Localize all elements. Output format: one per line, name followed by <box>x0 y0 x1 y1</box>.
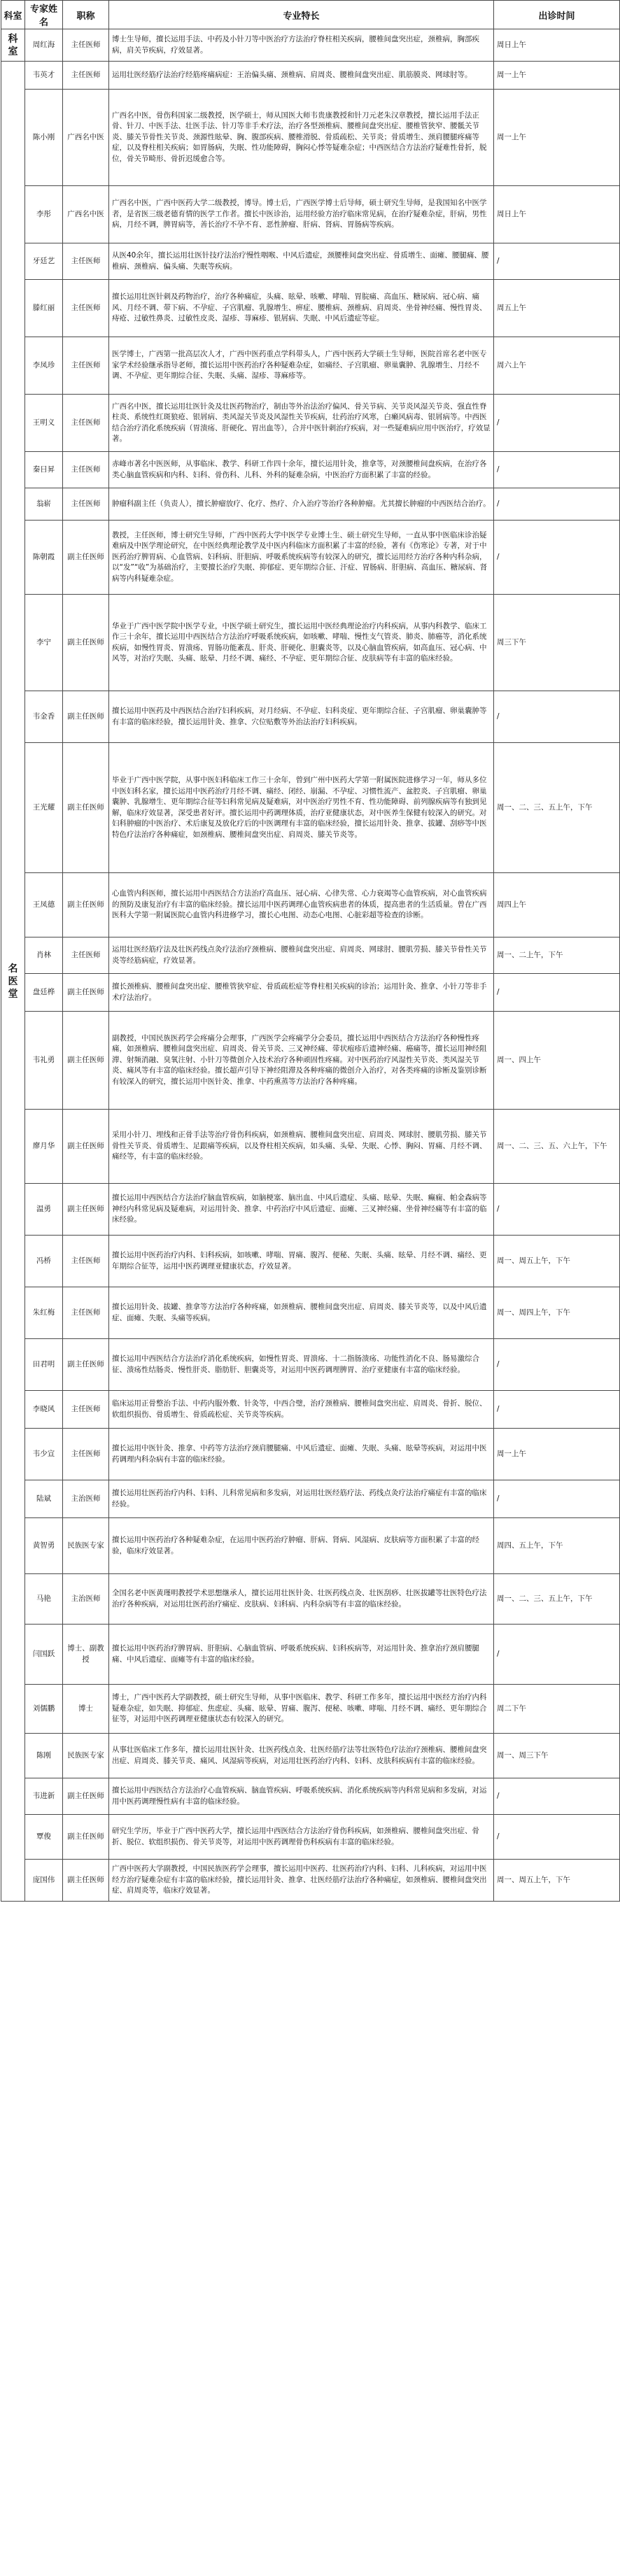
table-row <box>1 1685 620 1734</box>
table-row <box>1 1574 620 1625</box>
expert-specialty: 博士生导师，擅长运用手法、中药及小针刀等中医治疗方法治疗脊柱相关疾病，腰椎间盘突出症，颈椎病，胸部疾病，肩关节疾病，疗效显著。 <box>109 29 494 62</box>
expert-name: 韦英才 <box>25 62 63 90</box>
expert-name: 覃俊 <box>25 1815 63 1860</box>
expert-specialty: 赤峰市著名中医医师，从事临床、教学、科研工作四十余年，擅长运用针灸，推拿等，对颈腰椎间盘疾病，在治疗各类心脑血管疾病和内科、妇科、骨伤科、儿科、外科的疑难杂病，中医治疗方面积累了丰富的经验。 <box>109 452 494 488</box>
expert-specialty: 擅长颈椎病、腰椎间盘突出症、腰椎管狭窄症、骨质疏松症等脊柱相关疾病的诊治；运用针灸、推拿、小针刀等非手术疗法治疗。 <box>109 974 494 1012</box>
expert-name: 牙廷艺 <box>25 243 63 280</box>
expert-schedule: / <box>494 1625 620 1685</box>
expert-name: 李彤 <box>25 186 63 243</box>
expert-name: 田君明 <box>25 1339 63 1391</box>
table-row <box>1 1110 620 1184</box>
expert-name: 周红海 <box>25 29 63 62</box>
expert-schedule: / <box>494 488 620 521</box>
expert-schedule: 周日上午 <box>494 29 620 62</box>
expert-schedule: / <box>494 1184 620 1236</box>
expert-schedule: 周四上午 <box>494 873 620 937</box>
expert-schedule: 周一、周五上午，下午 <box>494 1860 620 1902</box>
expert-specialty: 擅长运用中医针灸、推拿、中药等方法治疗颈肩腰腿痛、中风后遗症、面瘫、失眠、头痛、眩晕等疾病，对运用中医药调理内科杂病有丰富的临床经验。 <box>109 1429 494 1480</box>
dept-cell-top <box>1 29 25 62</box>
expert-schedule: 周一、二、三、五、六上午，下午 <box>494 1110 620 1184</box>
table-header-row <box>1 1 620 29</box>
expert-schedule: 周日上午 <box>494 186 620 243</box>
expert-specialty: 广西名中医，骨伤科国家二级教授，医学硕士，师从国医大师韦贵康教授和针刀元老朱汉章教授，擅长运用手法正骨、针刀、中医手法、壮医手法、针刀等非手术疗法，治疗各型颈椎病、腰椎间盘突出症、腰椎管狭窄、腰骶关节炎、膝关节骨性关节炎、颈源性眩晕、胸、腹部疾病、腰椎滑脱、骨质疏松、关节炎；骨质增生、颈肩腰腿疼痛等症，以及脊柱相关疾病；如胃肠病，失眠、性功能障碍，胸闷心悸等疑难杂症；中西医结合方法治疗疑难性骨折，脱位，骨关节畸形、骨折迟缓愈合等。 <box>109 90 494 186</box>
expert-title: 副主任医师 <box>63 1110 109 1184</box>
expert-specialty: 擅长运用中西医结合方法治疗脑血管疾病，如脑梗塞、脑出血、中风后遗症、头痛、眩晕、失眠、癫痫、帕金森病等神经内科常见病及疑难病，对运用针灸、推拿、中药治疗中风后遗症、面瘫、三叉神经痛、坐骨神经痛等有丰富的临床经验。 <box>109 1184 494 1236</box>
table-row <box>1 1012 620 1110</box>
expert-schedule: 周一上午 <box>494 1429 620 1480</box>
table-row <box>1 873 620 937</box>
table-row <box>1 1480 620 1518</box>
dept-label: 科室 <box>8 33 18 57</box>
expert-name: 李晓风 <box>25 1391 63 1429</box>
expert-specialty: 擅长运用中医药治疗各种疑难杂症，在运用中医药治疗肿瘤、肝病、肾病、风湿病、皮肤病等方面积累了丰富的经验，临床疗效显著。 <box>109 1518 494 1574</box>
expert-title: 博士、副教授 <box>63 1625 109 1685</box>
expert-title: 主治医师 <box>63 1480 109 1518</box>
expert-schedule: / <box>494 243 620 280</box>
expert-name: 刘儒鹏 <box>25 1685 63 1734</box>
expert-specialty: 教授，主任医师，博士研究生导师，广西中医药大学中医学专业博士生、硕士研究生导师，一直从事中医临床诊治疑难病及中医学理论研究，在中医经典理论教学及中医内科临床方面积累了丰富的经验，著有《伤寒论》专著，对于中医药治疗脾胃病、心血管病、妇科病、肝胆病、呼吸系统疾病等有较深入的研究，擅长运用经方治疗各种内科杂病，以“发”“收”为基础治疗，主要擅长治疗失眠、抑郁症、更年期综合征、汗症、胃肠病、肝胆病、高血压、糖尿病、肾病等内科疑难杂症。 <box>109 521 494 595</box>
expert-schedule: / <box>494 1778 620 1815</box>
expert-title: 主任医师 <box>63 280 109 337</box>
table-row <box>1 488 620 521</box>
table-row <box>1 452 620 488</box>
expert-specialty: 擅长运用中西医结合方法治疗消化系统疾病，如慢性胃炎、胃溃疡、十二指肠溃疡、功能性消化不良、肠易激综合征、溃疡性结肠炎、慢性肝炎、脂肪肝、胆囊炎等，对运用中医药调理脾胃、治疗亚健康有丰富的临床经验。 <box>109 1339 494 1391</box>
table-row <box>1 1391 620 1429</box>
table-row <box>1 743 620 873</box>
expert-title: 副主任医师 <box>63 1339 109 1391</box>
expert-specialty: 采用小针刀、埋线和正骨手法等治疗骨伤科疾病，如颈椎病、腰椎间盘突出症、肩周炎、网球肘、腰肌劳损、膝关节骨性关节炎、骨质增生、足跟痛等疾病，以及脊柱相关疾病，如头痛、头晕、失眠、心悸、胸闷、胃痛、月经不调、痛经等，有丰富的临床经验。 <box>109 1110 494 1184</box>
table-row <box>1 1778 620 1815</box>
table-row <box>1 1625 620 1685</box>
expert-schedule: / <box>494 691 620 743</box>
expert-title: 广西名中医 <box>63 90 109 186</box>
expert-name: 李凤珍 <box>25 337 63 395</box>
expert-name: 韦进新 <box>25 1778 63 1815</box>
expert-title: 主任医师 <box>63 62 109 90</box>
expert-specialty: 博士，广西中医药大学副教授，硕士研究生导师，从事中医临床、教学、科研工作多年，擅长运用中医经方治疗内科疑难杂症，如失眠、抑郁症、焦虑症、头痛、眩晕、胃痛、腹泻、便秘、咳嗽、哮喘、月经不调、痛经、更年期综合征等，对运用中医药调理亚健康状态有较深入的研究。 <box>109 1685 494 1734</box>
table-row <box>1 1184 620 1236</box>
expert-title: 主任医师 <box>63 452 109 488</box>
expert-title: 主任医师 <box>63 1236 109 1287</box>
expert-specialty: 广西中医药大学副教授，中国民族医药学会理事，擅长运用中医药、壮医药治疗内科、妇科、儿科疾病，对运用中医经方治疗疑难杂症有丰富的临床经验，擅长运用针灸、推拿、壮医经筋疗法治疗各种痛症，如颈椎病、腰椎间盘突出症、肩周炎等，临床疗效显著。 <box>109 1860 494 1902</box>
expert-name: 李宁 <box>25 595 63 691</box>
table-row <box>1 395 620 452</box>
expert-name: 廖月华 <box>25 1110 63 1184</box>
table-row <box>1 1860 620 1902</box>
expert-specialty: 研究生学历，毕业于广西中医药大学，擅长运用中西医结合方法治疗骨伤科疾病，如颈椎病、腰椎间盘突出症、骨折、脱位、软组织损伤、骨关节炎等，对运用中医药调理骨伤科疾病有丰富的临床经验。 <box>109 1815 494 1860</box>
header-name: 专家姓名 <box>25 1 63 29</box>
expert-specialty: 运用壮医经筋疗法及壮医药线点灸疗法治疗颈椎病、腰椎间盘突出症、肩周炎、网球肘、腰肌劳损、膝关节骨性关节炎等经筋病症，疗效显著。 <box>109 937 494 974</box>
expert-title: 副主任医师 <box>63 743 109 873</box>
expert-title: 主任医师 <box>63 243 109 280</box>
expert-name: 冯桥 <box>25 1236 63 1287</box>
expert-specialty: 副教授，中国民族医药学会疼痛分会理事，广西医学会疼痛学分会委员，擅长运用中西医结合方法治疗各种慢性疼痛，如颈椎病、腰椎间盘突出症、肩周炎、骨关节炎、三叉神经痛、带状疱疹后遗神经痛、癌痛等，擅长运用神经阻滞、射频消融、臭氧注射、小针刀等微创介入技术治疗各种顽固性疼痛。对中医药治疗风湿性关节炎、类风湿关节炎、痛风等有丰富的临床经验。擅长超声引导下神经阻滞及各种疼痛的微创介入治疗，对各类疼痛的诊断及鉴别诊断有较深入的研究，擅长运用中医针灸、推拿、中药熏蒸等方法治疗各种疼痛。 <box>109 1012 494 1110</box>
expert-specialty: 运用壮医经筋疗法治疗经筋疼痛病症：王治偏头痛、颈椎病、肩周炎、腰椎间盘突出症、肌筋膜炎、网球肘等。 <box>109 62 494 90</box>
expert-schedule: 周一、周四上午，下午 <box>494 1287 620 1339</box>
expert-name: 盘廷桦 <box>25 974 63 1012</box>
table-row <box>1 1734 620 1778</box>
expert-specialty: 擅长运用中医药治疗脾胃病、肝胆病、心脑血管病、呼吸系统疾病、妇科疾病等，对运用针灸、推拿治疗颈肩腰腿痛、中风后遗症、面瘫等有丰富的临床经验。 <box>109 1625 494 1685</box>
table-row <box>1 337 620 395</box>
expert-title: 副主任医师 <box>63 691 109 743</box>
expert-name: 马艳 <box>25 1574 63 1625</box>
expert-title: 博士 <box>63 1685 109 1734</box>
expert-schedule: 周四、五上午，下午 <box>494 1518 620 1574</box>
expert-title: 主任医师 <box>63 1429 109 1480</box>
expert-title: 副主任医师 <box>63 595 109 691</box>
table-row <box>1 595 620 691</box>
expert-title: 副主任医师 <box>63 1184 109 1236</box>
expert-name: 闫国跃 <box>25 1625 63 1685</box>
expert-title: 主任医师 <box>63 488 109 521</box>
expert-title: 副主任医师 <box>63 1860 109 1902</box>
expert-specialty: 华业于广西中医学院中医学专业，中医学硕士研究生，擅长运用中医经典理论治疗内科疾病，从事内科教学、临床工作三十余年，擅长运用中西医结合方法治疗呼吸系统疾病，如咳嗽、哮喘、慢性支气管炎、肺炎、肺癌等，消化系统疾病，如慢性胃炎、胃溃疡、胃肠功能紊乱、肝炎、肝硬化、胆囊炎等，以及心脑血管疾病，如高血压、冠心病、中风等，对治疗失眠、头痛、眩晕、月经不调、痛经、不孕症、更年期综合征、皮肤病等有丰富的临床经验。 <box>109 595 494 691</box>
expert-name: 黄智勇 <box>25 1518 63 1574</box>
expert-schedule-table <box>1 0 620 1902</box>
expert-schedule: 周三下午 <box>494 595 620 691</box>
expert-specialty: 广西名中医，广西中医药大学二级教授，博导。博士后，广西医学博士后导师，硕士研究生导师，是我国知名中医学者，是省医三级老德育情的医学工作者。擅长中医诊治，运用经验方治疗临床常见病，在治疗疑难杂症，肝病，男性病，月经不调，脾胃病等，善长治疗不孕不育、恶性肿瘤、肝病、肾病、胃肠病等疾病。 <box>109 186 494 243</box>
expert-name: 肖林 <box>25 937 63 974</box>
expert-name: 温勇 <box>25 1184 63 1236</box>
expert-schedule: / <box>494 1480 620 1518</box>
expert-schedule: / <box>494 452 620 488</box>
table-row <box>1 691 620 743</box>
header-specialty: 专业特长 <box>109 1 494 29</box>
table-row <box>1 62 620 90</box>
dept-cell-main <box>1 62 25 1902</box>
expert-specialty: 擅长运用中医药及中西医结合治疗妇科疾病，对月经病、不孕症、妇科炎症、更年期综合征、子宫肌瘤、卵巢囊肿等有丰富的临床经验，擅长运用针灸、推拿、穴位贴敷等外治法治疗妇科疾病。 <box>109 691 494 743</box>
expert-name: 陈刚 <box>25 1734 63 1778</box>
expert-schedule: / <box>494 974 620 1012</box>
table-row <box>1 186 620 243</box>
table-row <box>1 1339 620 1391</box>
expert-name: 庞国伟 <box>25 1860 63 1902</box>
expert-title: 副主任医师 <box>63 521 109 595</box>
expert-name: 秦日昇 <box>25 452 63 488</box>
expert-specialty: 广西名中医，擅长运用壮医针灸及壮医药物治疗，制由等外治法治疗偏风、骨关节病、关节炎风湿关节炎、强直性脊柱炎、系统性红斑狼疮、银屑病、类风湿关节炎及风湿性关节疾病，壮药治疗风寒，白癞风病毒、银屑病等。中西医结合治疗消化系统疾病（胃溃疡、肝硬化、胃出血等），合并中医针刺治疗疾病，对一些疑难病应用中医治疗，疗效显著。 <box>109 395 494 452</box>
expert-schedule: / <box>494 1391 620 1429</box>
expert-specialty: 全国名老中医黄瑾明教授学术思想继承人，擅长运用壮医针灸、壮医药线点灸、壮医刮痧、壮医拔罐等壮医特色疗法治疗各种疾病，对运用壮医药治疗痛症、皮肤病、妇科病、内科杂病等有丰富的临床经验。 <box>109 1574 494 1625</box>
expert-specialty: 心血管内科医师，擅长运用中西医结合方法治疗高血压、冠心病、心律失常、心力衰竭等心血管疾病，对心血管疾病的预防及康复治疗有丰富的临床经验。擅长运用中医药调理心血管疾病患者的体质，提高患者的生活质量。曾在广西医科大学第一附属医院心血管内科进修学习，擅长心电图、动态心电图、心脏彩超等检查的诊断。 <box>109 873 494 937</box>
expert-name: 翁崭 <box>25 488 63 521</box>
expert-schedule: 周六上午 <box>494 337 620 395</box>
expert-name: 韦礼勇 <box>25 1012 63 1110</box>
expert-name: 陆斌 <box>25 1480 63 1518</box>
table-row <box>1 1815 620 1860</box>
expert-title: 副主任医师 <box>63 1815 109 1860</box>
expert-title: 民族医专家 <box>63 1518 109 1574</box>
table-row <box>1 1429 620 1480</box>
table-row <box>1 974 620 1012</box>
table-row <box>1 1518 620 1574</box>
table-row <box>1 1287 620 1339</box>
expert-schedule: 周一、四上午 <box>494 1012 620 1110</box>
expert-schedule: 周一、二上午，下午 <box>494 937 620 974</box>
expert-schedule: / <box>494 521 620 595</box>
expert-schedule: 周一、二、三、五上午，下午 <box>494 743 620 873</box>
expert-name: 滕红丽 <box>25 280 63 337</box>
expert-schedule: 周一上午 <box>494 90 620 186</box>
table-row <box>1 521 620 595</box>
expert-name: 朱红梅 <box>25 1287 63 1339</box>
expert-specialty: 擅长运用壮医针刺及药物治疗，治疗各种痛症，头痛、眩晕、咳嗽、哮喘、胃脘痛、高血压、糖尿病、冠心病、痛风、月经不调、带下病、不孕症、子宫肌瘤、乳腺增生、痹症、腰椎病、颈椎病、肩周炎、坐骨神经痛、慢性胃炎、痔疮、过敏性鼻炎、过敏性皮炎、湿疹、荨麻疹、银屑病、失眠、中风后遗症等症。 <box>109 280 494 337</box>
expert-specialty: 从事壮医临床工作多年，擅长运用壮医针灸、壮医药线点灸、壮医经筋疗法等壮医特色疗法治疗颈椎病、腰椎间盘突出症、肩周炎、膝关节炎、痛风、风湿病等疾病，对运用壮医药治疗内科、妇科、皮肤科疾病有丰富的临床经验。 <box>109 1734 494 1778</box>
expert-title: 民族医专家 <box>63 1734 109 1778</box>
expert-title: 主治医师 <box>63 1574 109 1625</box>
expert-title: 副主任医师 <box>63 974 109 1012</box>
table-row <box>1 280 620 337</box>
expert-specialty: 从医40余年，擅长运用壮医针技疗法治疗慢性咽喉、中风后遗症，颈腰椎间盘突出症、骨质增生、面瘫、腰腿痛、腰椎病、颈椎病、偏头痛、失眠等疾病。 <box>109 243 494 280</box>
header-dept: 科室 <box>1 1 25 29</box>
table-row <box>1 29 620 62</box>
expert-name: 韦金香 <box>25 691 63 743</box>
expert-title: 主任医师 <box>63 337 109 395</box>
expert-specialty: 擅长运用中西医结合方法治疗心血管疾病、脑血管疾病、呼吸系统疾病、消化系统疾病等内科常见病和多发病，对运用中医药调理慢性病有丰富的临床经验。 <box>109 1778 494 1815</box>
expert-title: 副主任医师 <box>63 873 109 937</box>
table-row <box>1 1236 620 1287</box>
expert-title: 副主任医师 <box>63 1778 109 1815</box>
expert-specialty: 临床运用正骨整治手法、中药内服外敷、针灸等，中西合璧，治疗颈椎病、腰椎间盘突出症、肩周炎、骨折、脱位、软组织损伤、骨质增生、骨质疏松症、关节炎等疾病。 <box>109 1391 494 1429</box>
expert-schedule: 周一、周三下午 <box>494 1734 620 1778</box>
expert-specialty: 毕业于广西中医学院，从事中医妇科临床工作三十余年，曾到广州中医药大学第一附属医院进修学习一年，师从多位中医妇科名家，擅长运用中医药治疗月经不调、痛经、闭经、崩漏、不孕症、习惯性流产、盆腔炎、子宫肌瘤、卵巢囊肿、乳腺增生、更年期综合征等妇科常见病及疑难病，对中医治疗男性不育、性功能障碍、前列腺疾病等有独到见解，临床疗效显著，深受患者好评。擅长运用中药调理体质，治疗亚健康状态，对中医养生保健有较深入的研究。对妇科肿瘤的中医治疗、术后康复及放化疗后的中医调理有丰富的临床经验，擅长运用针灸、推拿、拔罐、刮痧等中医特色疗法治疗各种痛症，如颈椎病、腰椎间盘突出症、肩周炎、膝关节炎等。 <box>109 743 494 873</box>
table-row <box>1 937 620 974</box>
header-title: 职称 <box>63 1 109 29</box>
expert-specialty: 擅长运用中医药治疗内科、妇科疾病，如咳嗽、哮喘、胃痛、腹泻、便秘、失眠、头痛、眩晕、月经不调、痛经、更年期综合征等，运用中医药调理亚健康状态，疗效显著。 <box>109 1236 494 1287</box>
header-schedule: 出诊时间 <box>494 1 620 29</box>
table-row <box>1 243 620 280</box>
expert-title: 广西名中医 <box>63 186 109 243</box>
expert-title: 主任医师 <box>63 1287 109 1339</box>
expert-name: 陈朝霞 <box>25 521 63 595</box>
expert-specialty: 擅长运用壮医药治疗内科、妇科、儿科常见病和多发病，对运用壮医经筋疗法、药线点灸疗法治疗痛症有丰富的临床经验。 <box>109 1480 494 1518</box>
expert-schedule: 周一、二、三、五上午，下午 <box>494 1574 620 1625</box>
expert-schedule: 周一、周五上午，下午 <box>494 1236 620 1287</box>
expert-schedule: / <box>494 1815 620 1860</box>
expert-name: 王明义 <box>25 395 63 452</box>
expert-title: 主任医师 <box>63 395 109 452</box>
expert-name: 韦少宣 <box>25 1429 63 1480</box>
expert-title: 主任医师 <box>63 937 109 974</box>
dept-label: 名医堂 <box>8 963 18 1000</box>
expert-name: 王凤德 <box>25 873 63 937</box>
expert-specialty: 肿瘤科副主任（负责人），擅长肿瘤放疗、化疗、热疗、介入治疗等治疗各种肿瘤。尤其擅长肿瘤的中西医结合治疗。 <box>109 488 494 521</box>
expert-title: 主任医师 <box>63 1391 109 1429</box>
expert-specialty: 擅长运用针灸、拔罐、推拿等方法治疗各种疼痛，如颈椎病、腰椎间盘突出症、肩周炎、膝关节炎等，以及中风后遗症、面瘫、失眠、头痛等疾病。 <box>109 1287 494 1339</box>
table-row <box>1 90 620 186</box>
expert-name: 陈小刚 <box>25 90 63 186</box>
expert-name: 王光耀 <box>25 743 63 873</box>
expert-schedule: / <box>494 1339 620 1391</box>
expert-schedule: 周一上午 <box>494 62 620 90</box>
expert-title: 副主任医师 <box>63 1012 109 1110</box>
expert-schedule: 周二下午 <box>494 1685 620 1734</box>
expert-title: 主任医师 <box>63 29 109 62</box>
expert-specialty: 医学博士，广西第一批高层次人才，广西中医药重点学科带头人，广西中医药大学硕士生导师，医院首席名老中医专家学术经验继承指导老师，擅长运用中医药治疗各种疑难杂症，如痛经、子宫肌瘤、卵巢囊肿、乳腺增生、月经不调、不孕症、更年期综合征、失眠、头痛、湿疹、荨麻疹等。 <box>109 337 494 395</box>
expert-schedule: / <box>494 395 620 452</box>
expert-schedule: 周五上午 <box>494 280 620 337</box>
